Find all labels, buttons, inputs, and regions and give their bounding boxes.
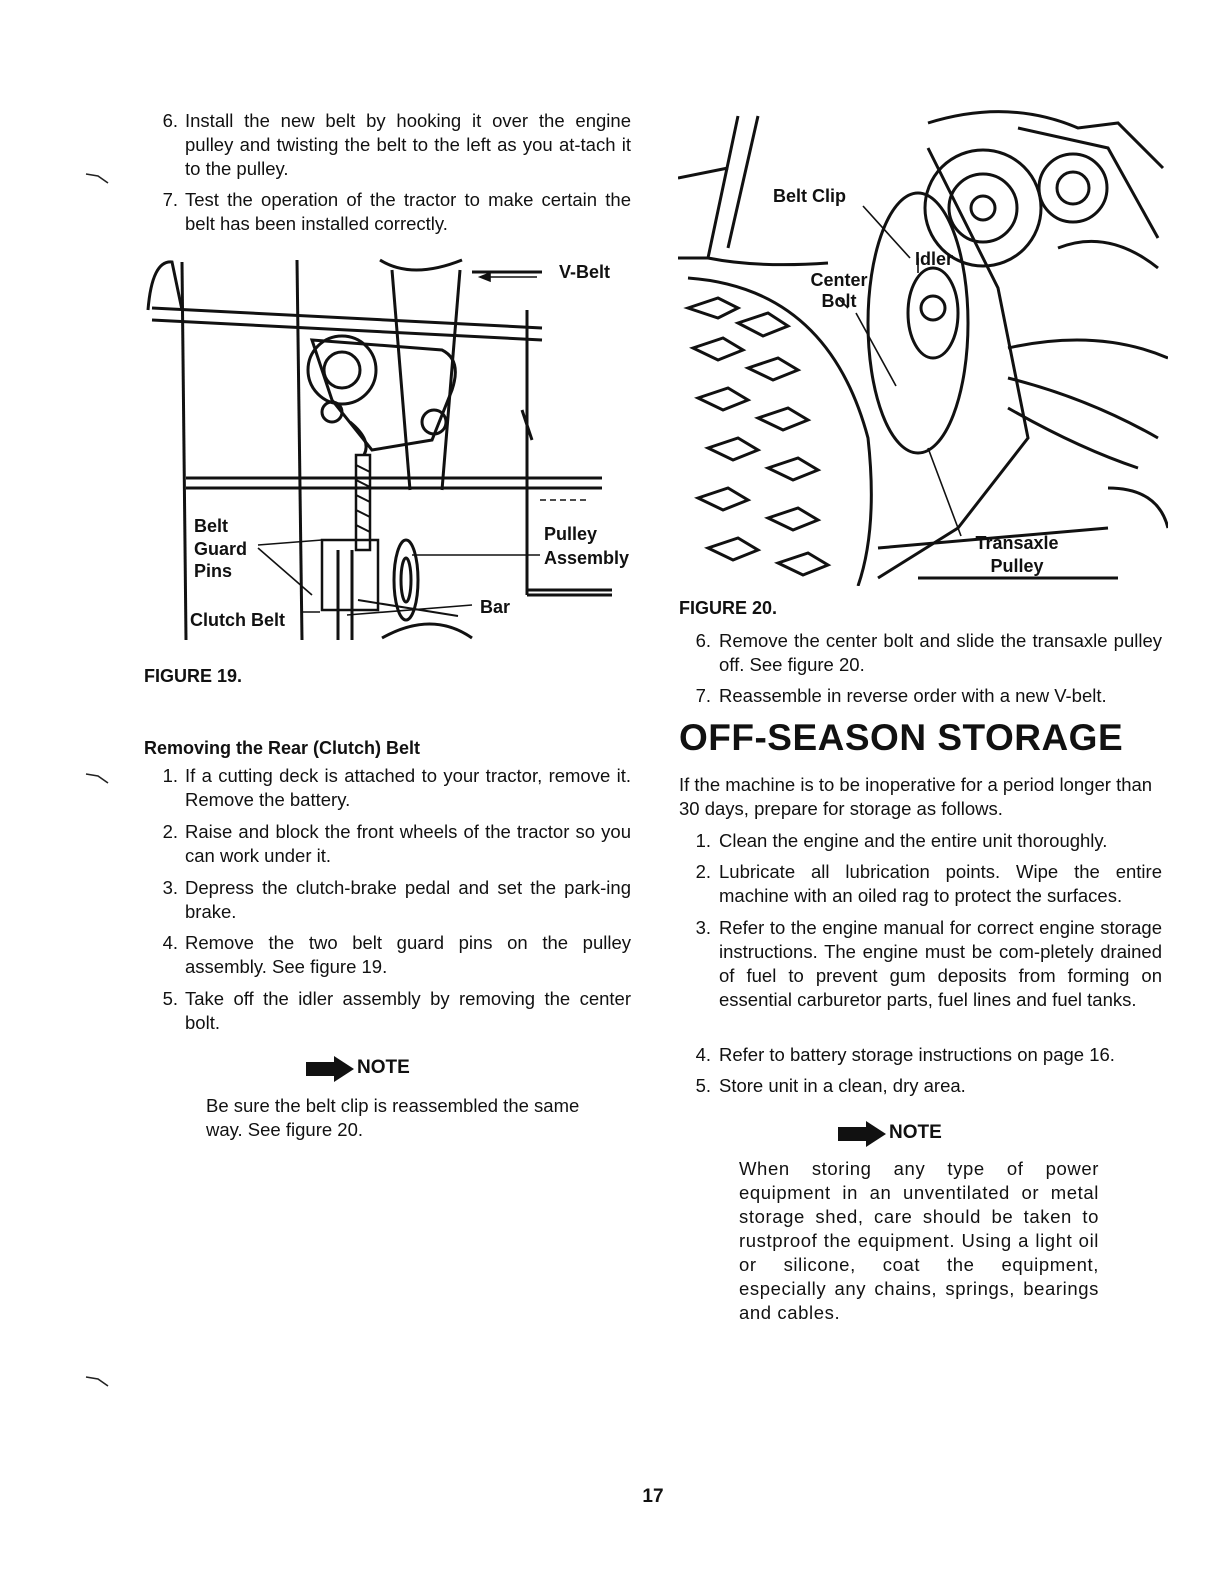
- label-idler: Idler: [915, 249, 954, 269]
- label-pulley-assembly: Pulley Assembly: [544, 524, 630, 568]
- figure-20-caption: FIGURE 20.: [679, 598, 778, 618]
- note-text: When storing any type of power equipment in an unventilated or metal storage shed, care should be taken to rustproof the equipment. Using a light oil or silicone, coat the equipment, especially any chains, springs, bearings and cables.: [739, 1158, 1099, 1323]
- step-number: 3.: [162, 877, 178, 898]
- step-number: 3.: [695, 917, 711, 938]
- note-label: NOTE: [889, 1122, 942, 1143]
- step-text: Reassemble in reverse order with a new V-belt.: [719, 685, 1107, 706]
- label-v-belt: V-Belt: [559, 262, 611, 282]
- step-text: Raise and block the front wheels of the tractor so you can work under it.: [185, 821, 631, 866]
- step-number: 6.: [162, 110, 178, 131]
- figure-19-illustration: [142, 250, 642, 645]
- figure-20-illustration: [678, 108, 1168, 586]
- step-number: 4.: [162, 932, 178, 953]
- label-center-bolt: Center Bolt: [810, 270, 868, 311]
- note-text: Be sure the belt clip is reassembled the same way. See figure 20.: [206, 1095, 580, 1140]
- step-text: Clean the engine and the entire unit thoroughly.: [719, 830, 1108, 851]
- step-number: 4.: [695, 1044, 711, 1065]
- step-number: 6.: [695, 630, 711, 651]
- step-number: 5.: [162, 988, 178, 1009]
- figure-19-caption: FIGURE 19.: [144, 666, 243, 686]
- step-text: Remove the two belt guard pins on the pulley assembly. See figure 19.: [185, 932, 631, 977]
- page-number: 17: [642, 1486, 664, 1507]
- note-arrow-icon: [838, 1119, 890, 1149]
- note-label: NOTE: [357, 1057, 410, 1078]
- margin-mark: [84, 770, 110, 784]
- label-clutch-belt: Clutch Belt: [190, 610, 286, 630]
- label-belt-guard-pins: Belt Guard Pins: [194, 516, 248, 581]
- label-transaxle-pulley: Transaxle Pulley: [975, 533, 1059, 576]
- step-number: 1.: [695, 830, 711, 851]
- label-belt-clip: Belt Clip: [773, 186, 847, 206]
- step-number: 2.: [695, 861, 711, 882]
- margin-mark: [84, 1373, 110, 1387]
- step-number: 1.: [162, 765, 178, 786]
- step-text: Lubricate all lubrication points. Wipe the entire machine with an oiled rag to protect the surfaces.: [719, 861, 1162, 906]
- note-arrow-icon: [306, 1054, 358, 1084]
- section-heading: Removing the Rear (Clutch) Belt: [144, 738, 421, 758]
- step-text: Refer to battery storage instructions on page 16.: [719, 1044, 1115, 1065]
- step-number: 7.: [162, 189, 178, 210]
- step-text: If a cutting deck is attached to your tractor, remove it. Remove the battery.: [185, 765, 631, 810]
- figure-19: [142, 250, 642, 645]
- storage-heading: OFF-SEASON STORAGE: [679, 717, 1124, 758]
- step-number: 5.: [695, 1075, 711, 1096]
- step-text: Refer to the engine manual for correct engine storage instructions. The engine must be com-pletely drained of fuel to prevent gum deposits from forming on essential carburetor parts, fuel lines and fuel tanks.: [719, 917, 1162, 1010]
- step-text: Test the operation of the tractor to make certain the belt has been installed correctly.: [185, 189, 631, 234]
- step-text: Depress the clutch-brake pedal and set the park-ing brake.: [185, 877, 631, 922]
- step-number: 7.: [695, 685, 711, 706]
- step-text: Take off the idler assembly by removing the center bolt.: [185, 988, 631, 1033]
- step-number: 2.: [162, 821, 178, 842]
- label-bar: Bar: [480, 597, 511, 617]
- margin-mark: [84, 170, 110, 184]
- step-text: Remove the center bolt and slide the transaxle pulley off. See figure 20.: [719, 630, 1162, 675]
- figure-20: [678, 108, 1168, 586]
- step-text: Install the new belt by hooking it over the engine pulley and twisting the belt to the left as you at-tach it to the pulley.: [185, 110, 631, 179]
- step-text: Store unit in a clean, dry area.: [719, 1075, 966, 1096]
- storage-intro: If the machine is to be inoperative for a period longer than 30 days, prepare for storage as follows.: [679, 774, 1153, 819]
